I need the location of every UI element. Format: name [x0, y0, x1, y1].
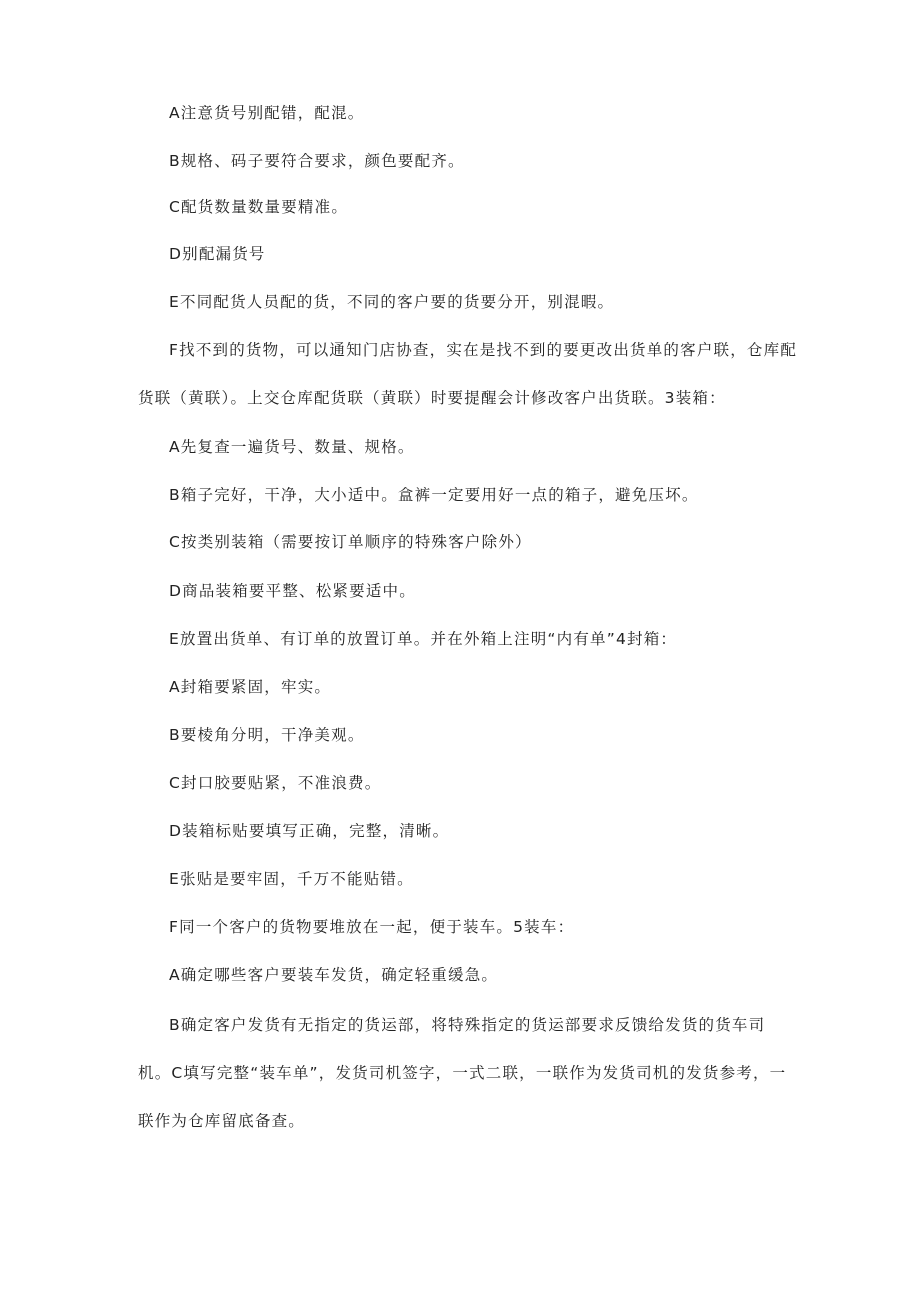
paragraph-13: B要棱角分明，干净美观。: [169, 726, 365, 744]
paragraph-8: B箱子完好，干净，大小适中。盒裤一定要用好一点的箱子，避免压坏。: [169, 486, 699, 504]
paragraph-3: C配货数量数量要精准。: [169, 198, 349, 216]
paragraph-10: D商品装箱要平整、松紧要适中。: [169, 582, 416, 600]
paragraph-19: B确定客户发货有无指定的货运部，将特殊指定的货运部要求反馈给发货的货车司机。C填写完整“装车单”，发货司机签字，一式二联，一联作为发货司机的发货参考，一联作为仓库留底备查。: [138, 1016, 787, 1130]
paragraph-18: A确定哪些客户要装车发货，确定轻重缓急。: [169, 966, 499, 984]
paragraph-17: F同一个客户的货物要堆放在一起，便于装车。5装车：: [169, 918, 575, 936]
paragraph-7: A先复查一遍货号、数量、规格。: [169, 438, 415, 456]
paragraph-9: C按类别装箱（需要按订单顺序的特殊客户除外）: [169, 533, 532, 551]
paragraph-11: E放置出货单、有订单的放置订单。并在外箱上注明“内有单”4封箱：: [169, 630, 678, 648]
paragraph-1: A注意货号别配错，配混。: [169, 104, 365, 122]
paragraph-12: A封箱要紧固，牢实。: [169, 678, 332, 696]
paragraph-15: D装箱标贴要填写正确，完整，清晰。: [169, 822, 450, 840]
paragraph-5: E不同配货人员配的货，不同的客户要的货要分开，别混暇。: [169, 293, 615, 311]
paragraph-2: B规格、码子要符合要求，颜色要配齐。: [169, 152, 465, 170]
paragraph-14: C封口胶要贴紧，不准浪费。: [169, 774, 382, 792]
paragraph-6: F找不到的货物，可以通知门店协查，实在是找不到的要更改出货单的客户联，仓库配货联（黄联）。上交仓库配货联（黄联）时要提醒会计修改客户出货联。3装箱：: [138, 341, 798, 407]
paragraph-4: D别配漏货号: [169, 245, 266, 263]
paragraph-16: E张贴是要牢固，千万不能贴错。: [169, 870, 414, 888]
